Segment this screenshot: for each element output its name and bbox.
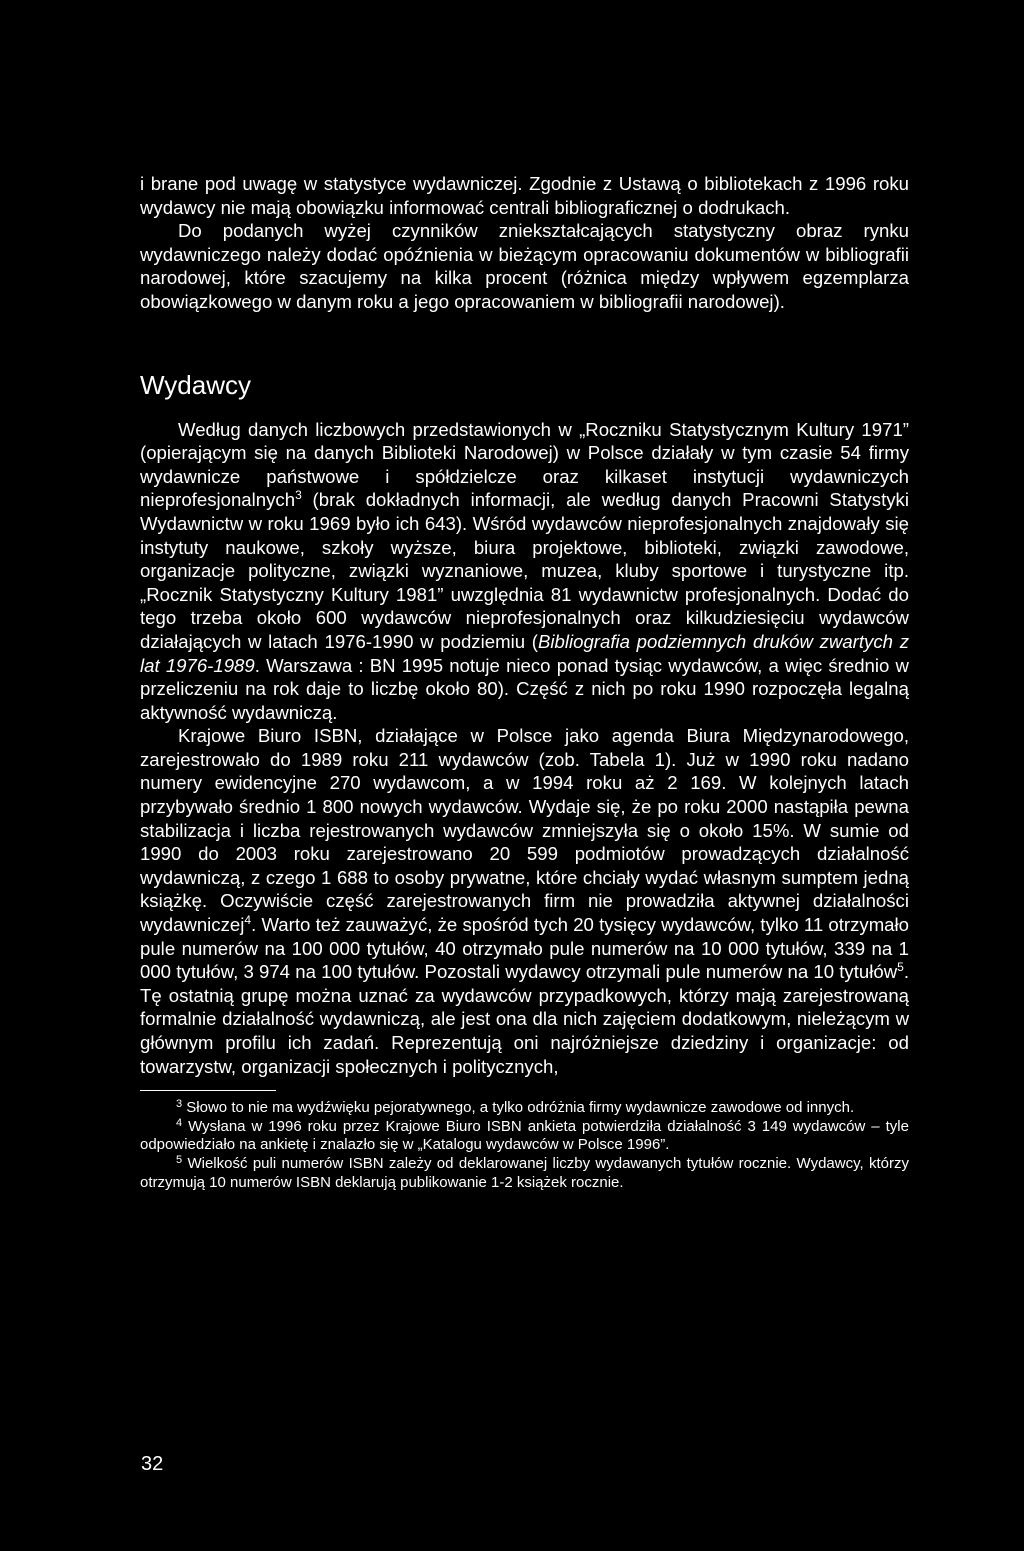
paragraph-2 <box>140 219 909 313</box>
footnote-separator <box>140 1090 276 1091</box>
footnote-ref-5: 5 <box>897 960 904 975</box>
footnote-number: 4 <box>176 1116 183 1129</box>
paragraph-3 <box>140 418 909 725</box>
paragraph-3-text-b: (brak dokładnych informacji, ale według danych Pracowni Statystyki Wydawnictw w roku 1969 było ich 643). Wśród wydawców nieprofesjonalnych znajdowały się instytuty naukowe, szkoły wyższe, biura projektowe, biblioteki, związki zawodowe, organizacje polityczne, związki wyznaniowe, muzea, kluby sportowe i turystyczne itp. „Rocznik Statystyczny Kultury 1981” uwzględnia 81 wydawnictw profesjonalnych. Dodać do tego trzeba około 600 wydawców nieprofesjonalnych oraz kilkudziesięciu wydawców działających w latach 1976-1990 w podziemiu ( <box>140 489 909 652</box>
footnote-ref-4: 4 <box>244 913 252 928</box>
paragraph-3-text-c: . Warszawa : BN 1995 notuje nieco ponad tysiąc wydawców, a więc średnio w przeliczeniu na rok daje to liczbę około 80). Część z nich po roku 1990 rozpoczęła legalną aktywność wydawniczą. <box>140 654 909 723</box>
paragraph-3-text-a: Według danych liczbowych przedstawionych w „Roczniku Statystycznym Kultury 1971” (opierającym się na danych Biblioteki Narodowej) w Polsce działały w tym czasie 54 firmy wydawnicze państwowe i spółdzielcze oraz kilkaset instytucji wydawniczych nieprofesjonalnych <box>140 418 909 511</box>
footnote-text: Wysłana w 1996 roku przez Krajowe Biuro ISBN ankieta potwierdziła działalność 3 149 wydawców – tyle odpowiedziało na ankietę i znalazło się w „Katalogu wydawców w Polsce 1996”. <box>140 1117 909 1154</box>
paragraph-1-text: i brane pod uwagę w statystyce wydawniczej. Zgodnie z Ustawą o bibliotekach z 1996 roku wydawcy nie mają obowiązku informować centrali bibliograficznej o dodrukach. <box>140 173 909 218</box>
paragraph-1 <box>140 172 909 219</box>
paragraph-4-text-b: . Warto też zauważyć, że spośród tych 20 tysięcy wydawców, tylko 11 otrzymało pule numerów na 100 000 tytułów, 40 otrzymało pule numerów na 10 000 tytułów, 339 na 1 000 tytułów, 3 974 na 100 tytułów. Pozostali wydawcy otrzymali pule numerów na 10 tytułów <box>140 914 909 983</box>
page-number: 32 <box>141 1453 164 1475</box>
footnote-5 <box>140 1155 909 1192</box>
paragraph-2-text: Do podanych wyżej czynników zniekształcających statystyczny obraz rynku wydawniczego należy dodać opóźnienia w bieżącym opracowaniu dokumentów w bibliografii narodowej, które szacujemy na kilka procent (różnica między wpływem egzemplarza obowiązkowego w danym roku a jego opracowaniem w bibliografii narodowej). <box>140 220 909 312</box>
paragraph-3-italic-title: Bibliografia podziemnych druków zwartych z lat 1976-1989 <box>140 630 909 676</box>
paragraph-4-text-c: . Tę ostatnią grupę można uznać za wydawców przypadkowych, którzy mają zarejestrowaną formalnie działalność wydawniczą, ale jest ona dla nich zajęciem dodatkowym, nieleżącym w głównym profilu ich zadań. Reprezentują oni najróżniejsze dziedziny i organizacje: od towarzystw, organizacji społecznych i politycznych, <box>140 961 909 1077</box>
paragraph-4-text-a: Krajowe Biuro ISBN, działające w Polsce jako agenda Biura Międzynarodowego, zarejestrowało do 1989 roku 211 wydawców (zob. Tabela 1). Już w 1990 roku nadano numery ewidencyjne 270 wydawcom, a w 1994 roku aż 2 169. W kolejnych latach przybywało średnio 1 800 nowych wydawców. Wydaje się, że po roku 2000 nastąpiła pewna stabilizacja i liczba rejestrowanych wydawców zmniejszyła się o około 15%. W sumie od 1990 do 2003 roku zarejestrowano 20 599 podmiotów prowadzących działalność wydawniczą, z czego 1 688 to osoby prywatne, które chciały wydać własnym sumptem jedną książkę. Oczywiście część zarejestrowanych firm nie prowadziła aktywnej działalności wydawniczej <box>140 725 909 936</box>
paragraph-4 <box>140 724 909 1078</box>
footnote-4 <box>140 1118 909 1155</box>
footnote-number: 5 <box>176 1153 183 1166</box>
footnote-text: Wielkość puli numerów ISBN zależy od deklarowanej liczby wydawanych tytułów rocznie. Wydawcy, którzy otrzymują 10 numerów ISBN deklarują publikowanie 1-2 książek rocznie. <box>140 1154 909 1191</box>
footnote-3 <box>140 1099 909 1118</box>
footnotes <box>140 1090 909 1192</box>
footnote-ref-3: 3 <box>295 488 302 503</box>
footnote-number: 3 <box>176 1098 183 1111</box>
page-content <box>140 172 909 1192</box>
section-heading: Wydawcy <box>140 369 252 400</box>
footnote-text: Słowo to nie ma wydźwięku pejoratywnego, a tylko odróżnia firmy wydawnicze zawodowe od innych. <box>182 1099 855 1117</box>
